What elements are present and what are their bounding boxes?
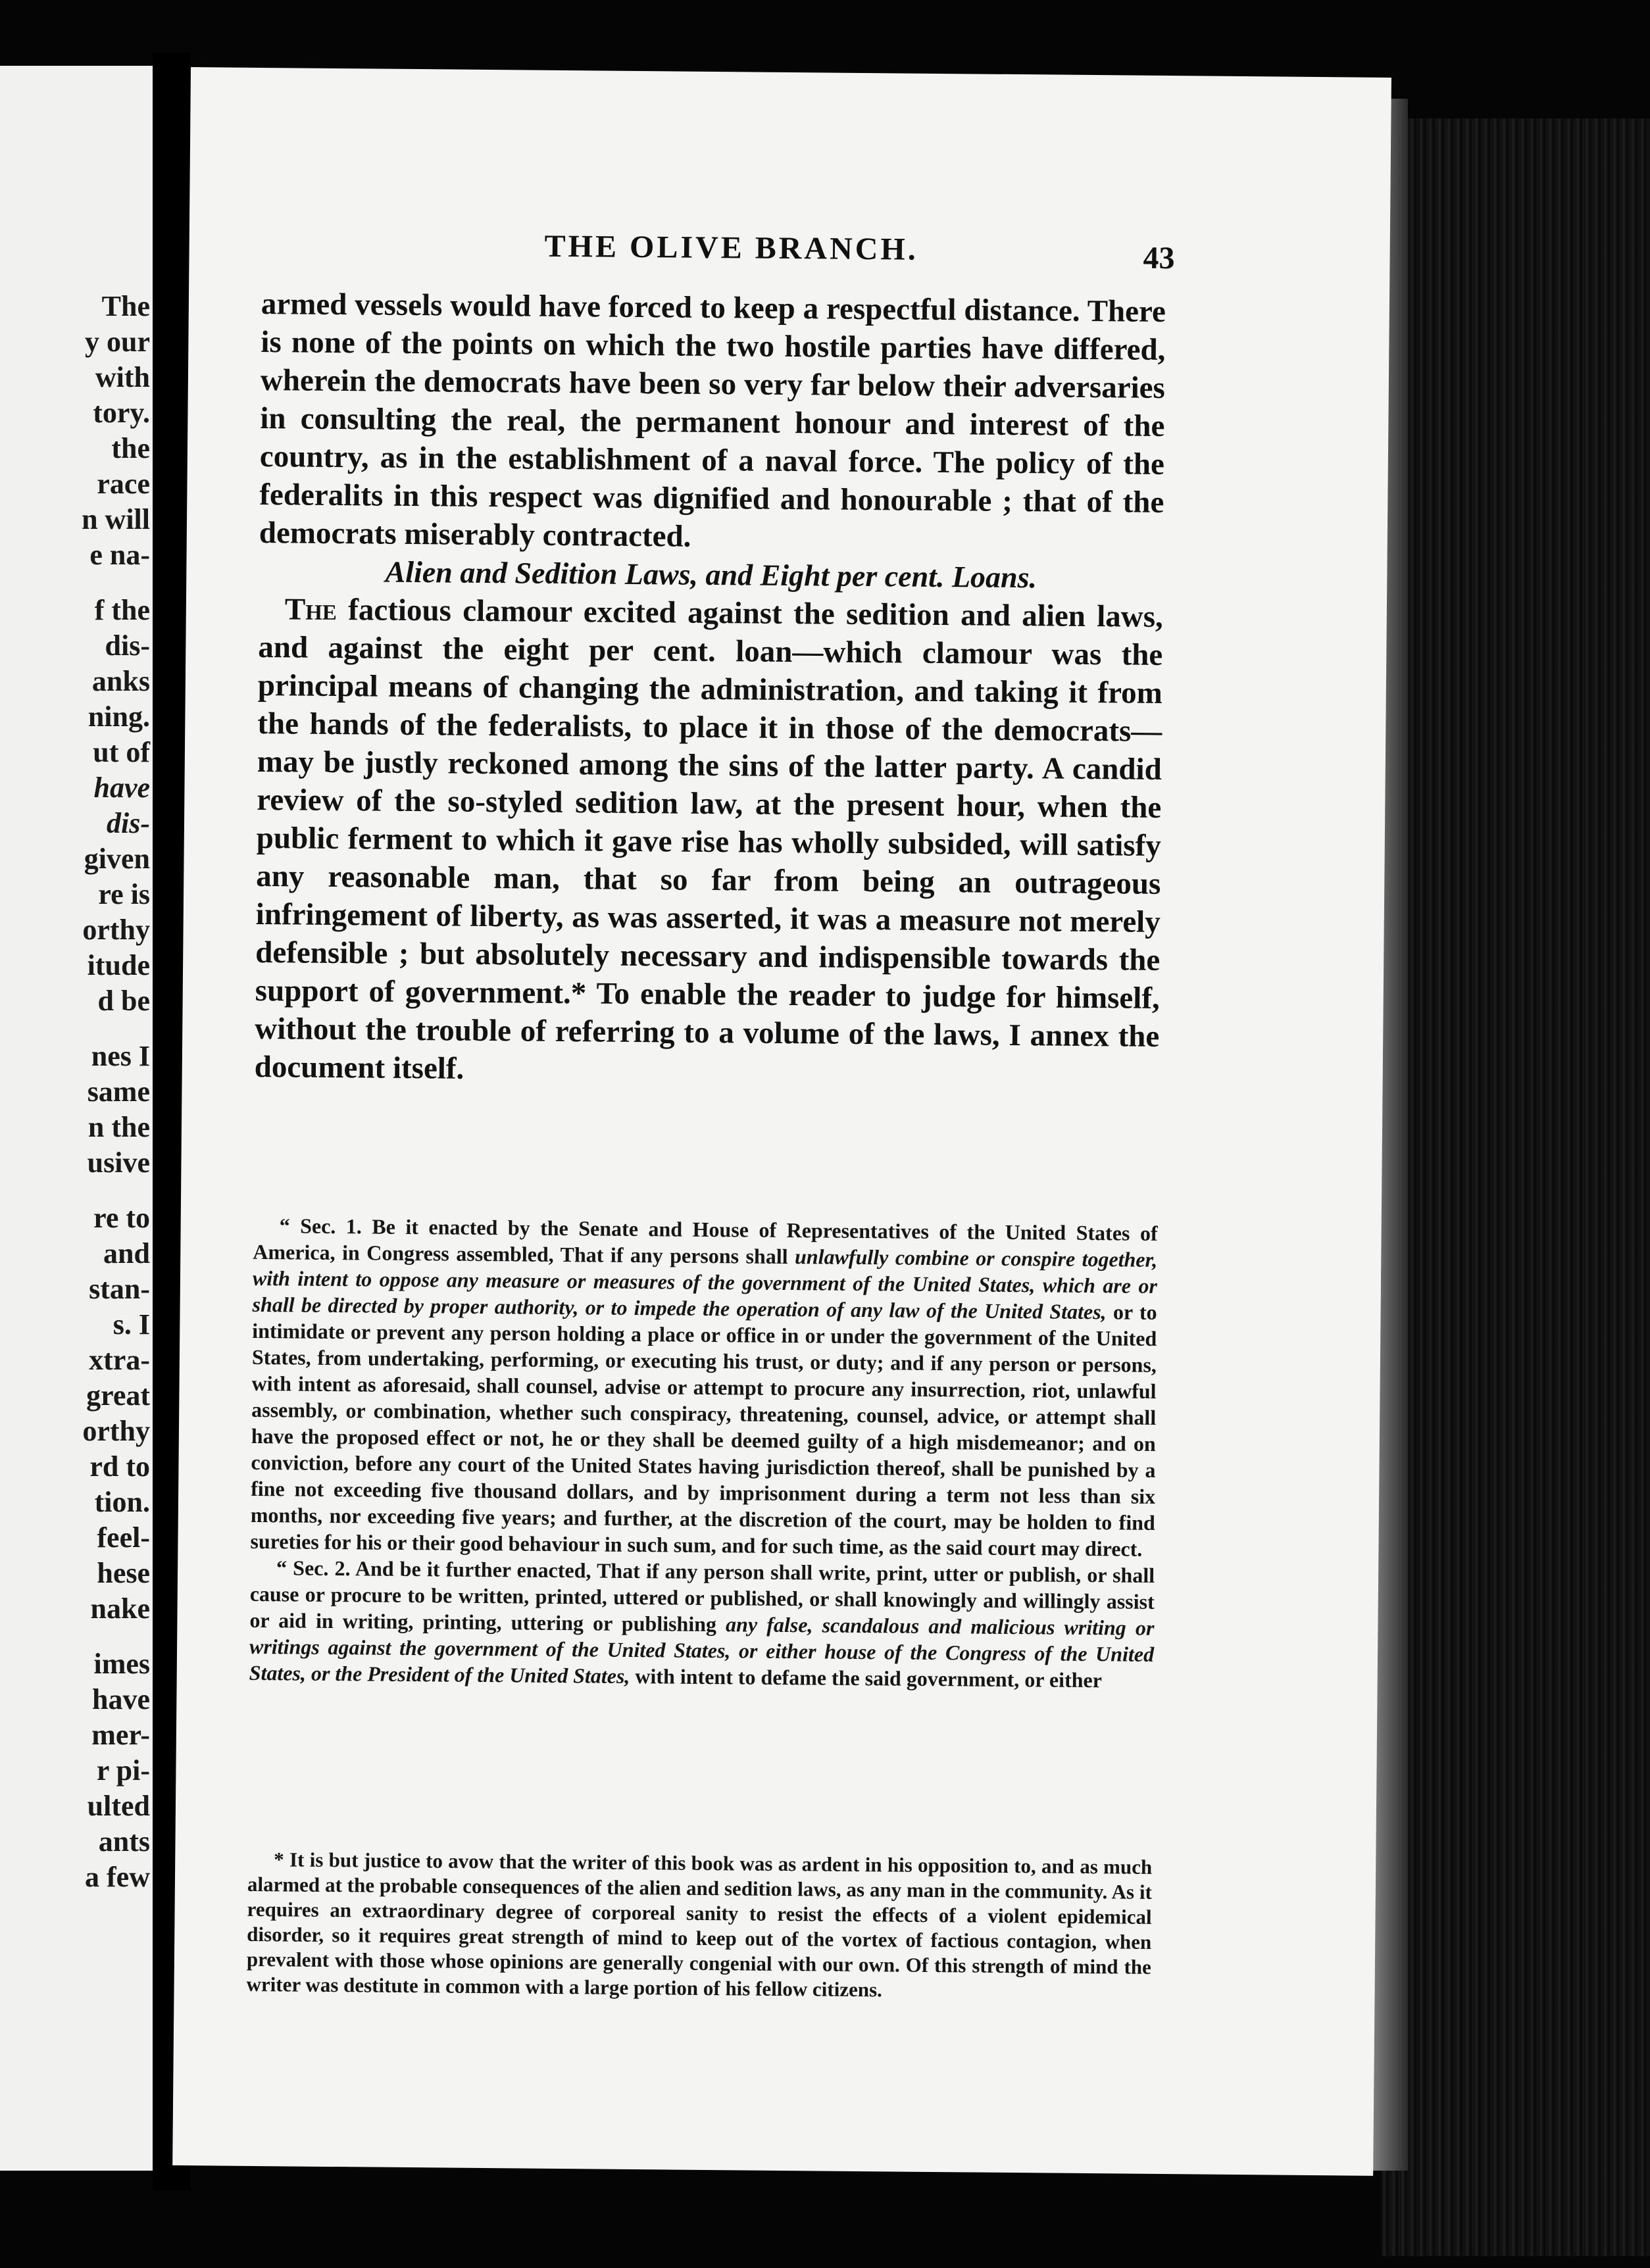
left-page-fragment: great — [86, 1379, 150, 1412]
statute-sec1-text-b: or to intimidate or prevent any person holding a place or office in or under the government of the United States, from undertaking, performing, or executing his trust, or duty; and if any person or persons, with intent as aforesaid, shall counsel, advise or attempt to procure any insurrection, riot, unlawful assembly, or combination, whether such conspiracy, threatening, counsel, advice, or attempt shall have the proposed effect or not, he or they shall be deemed guilty of a high misdemeanor; and on conviction, before any court of the United States having jurisdiction thereof, shall be punished by a fine not exceeding five thousand dollars, and by imprisonment during a term not less than six months, nor exceeding five years; and further, at the discretion of the court, may be holden to find sureties for his or their good behaviour in such sum, and for such time, as the said court may direct. — [250, 1300, 1157, 1561]
left-page-fragment: have — [93, 772, 150, 804]
statute-section-1 — [250, 1212, 1157, 1562]
statute-section-2 — [249, 1554, 1155, 1694]
statute-sec2-text-b: with intent to defame the said government, or either — [630, 1664, 1103, 1692]
left-page-fragment: orthy — [82, 914, 150, 946]
left-page-fragment: ants — [98, 1825, 150, 1858]
book-page — [172, 67, 1391, 2176]
left-page-fragment: The — [101, 290, 150, 322]
left-page-fragment: feel- — [97, 1521, 150, 1554]
left-page-fragment: a few — [85, 1861, 150, 1893]
left-page-fragment: given — [84, 843, 150, 875]
left-page-fragment: usive — [87, 1146, 150, 1179]
opening-paragraph: armed vessels would have forced to keep a respectful distance. There is none of the points on which the two hostile parties have differed, wherein the democrats have been so very far below their adversaries in consulting the real, the permanent honour and interest of the country, as in the establishment of a naval force. The policy of the federalits in this respect was dignified and honourable ; that of the democrats miserably contracted. — [259, 286, 1166, 554]
left-page-fragment: dis- — [105, 629, 150, 662]
left-page-fragment: hese — [97, 1557, 150, 1589]
statute-sec2-text-a: “ Sec. 2. And be it further enacted, That if any person shall write, print, utter or publish, or shall cause or procure to be written, printed, uttered or published, or shall knowingly and willingly assist or aid in writing, printing, uttering or publishing — [249, 1556, 1155, 1637]
left-page-fragment: ning. — [88, 701, 150, 733]
left-page-fragment: nake — [90, 1592, 150, 1625]
left-page-fragment: n will — [82, 503, 150, 535]
paragraph-lead-word: The — [284, 592, 338, 628]
left-page-fragment: s. I — [113, 1308, 150, 1341]
left-page-fragment: e na- — [89, 539, 150, 571]
left-page-fragment: ut of — [93, 736, 150, 768]
section-heading: Alien and Sedition Laws, and Eight per cent. Loans. — [385, 555, 1038, 595]
left-page-fragment: same — [87, 1075, 150, 1108]
left-page-fragment: r pi- — [96, 1754, 150, 1787]
body-text — [255, 285, 1166, 1094]
left-page-fragment: itude — [87, 949, 150, 981]
left-page-fragment: stan- — [89, 1273, 150, 1305]
footnote-text: * It is but justice to avow that the writer of this book was as ardent in his opposition to, and as much alarmed at the probable consequences of the alien and sedition laws, as any man in the community. As it requires an extraordinary degree of corporeal sanity to resist the effects of a violent epidemical disorder, so it requires great strength of mind to keep out of the vortex of factious contagion, when prevalent with those whose opinions are generally congenial with our own. Of this strength of mind the writer was destitute in common with a large portion of his fellow citizens. — [246, 1848, 1153, 2002]
statute-quotation — [249, 1212, 1158, 1694]
left-page-fragment: nes I — [91, 1040, 150, 1072]
statute-sec2-italic: any false, scandalous and malicious writing or writings against the government of the United States, or either house of the Congress of the United States, or the President of the United States, — [249, 1612, 1155, 1688]
left-page-fragment: tion. — [94, 1486, 150, 1518]
main-paragraph-text: factious clamour excited against the sedition and alien laws, and against the eight per cent. loan—which clamour was the principal means of changing the administration, and taking it from the hands of the federalists, to place it in those of the democrats—may be justly reckoned among the sins of the latter party. A candid review of the so-styled sedition law, at the present hour, when the public ferment to which it gave rise has wholly subsided, will satisfy any reasonable man, that so far from being an outrageous infringement of liberty, as was asserted, it was a measure not merely defensible ; but absolutely necessary and indispensible towards the support of government.* To enable the reader to judge for himself, without the trouble of referring to a volume of the laws, I annex the document itself. — [254, 593, 1164, 1086]
left-page-fragment: with — [95, 361, 150, 393]
footnote — [246, 1847, 1152, 2005]
statute-sec1-italic: unlawfully combine or conspire together, with intent to oppose any measure or measures of the government of the United States, which are or shall be directed by proper authority, or to impede the operation of any law of the United States, — [252, 1245, 1158, 1324]
left-page-fragment: have — [92, 1683, 150, 1715]
left-page-fragment: dis- — [107, 807, 150, 839]
left-page-fragment: ulted — [87, 1790, 150, 1822]
left-page-fragment: y our — [85, 326, 150, 358]
left-page-fragment: race — [97, 468, 150, 500]
left-page-fragment: re to — [93, 1202, 150, 1234]
page-stack-edge — [1382, 118, 1650, 2256]
running-head: THE OLIVE BRANCH. — [544, 228, 918, 267]
left-page-fragment: mer- — [91, 1719, 150, 1751]
left-page-fragment: the — [111, 432, 150, 464]
left-page-fragment: tory. — [93, 397, 150, 429]
left-page-fragment: re is — [98, 878, 150, 910]
left-page-fragment: and — [103, 1237, 150, 1270]
left-page-fragment: xtra- — [89, 1344, 150, 1376]
left-page-fragment: anks — [91, 665, 150, 697]
main-paragraph — [255, 590, 1164, 1094]
left-page-fragment: d be — [97, 985, 150, 1017]
left-page-fragment: n the — [88, 1111, 150, 1143]
page-number: 43 — [1143, 240, 1175, 276]
left-page-fragment: orthy — [82, 1415, 150, 1447]
left-facing-page — [0, 66, 153, 2171]
left-page-fragment: rd to — [89, 1450, 150, 1483]
left-page-fragment: f the — [94, 594, 150, 626]
statute-sec1-text-a: “ Sec. 1. Be it enacted by the Senate and House of Representatives of the United States of America, in Congress assembled, That if any persons shall — [253, 1214, 1158, 1269]
left-page-fragment: imes — [93, 1648, 150, 1680]
